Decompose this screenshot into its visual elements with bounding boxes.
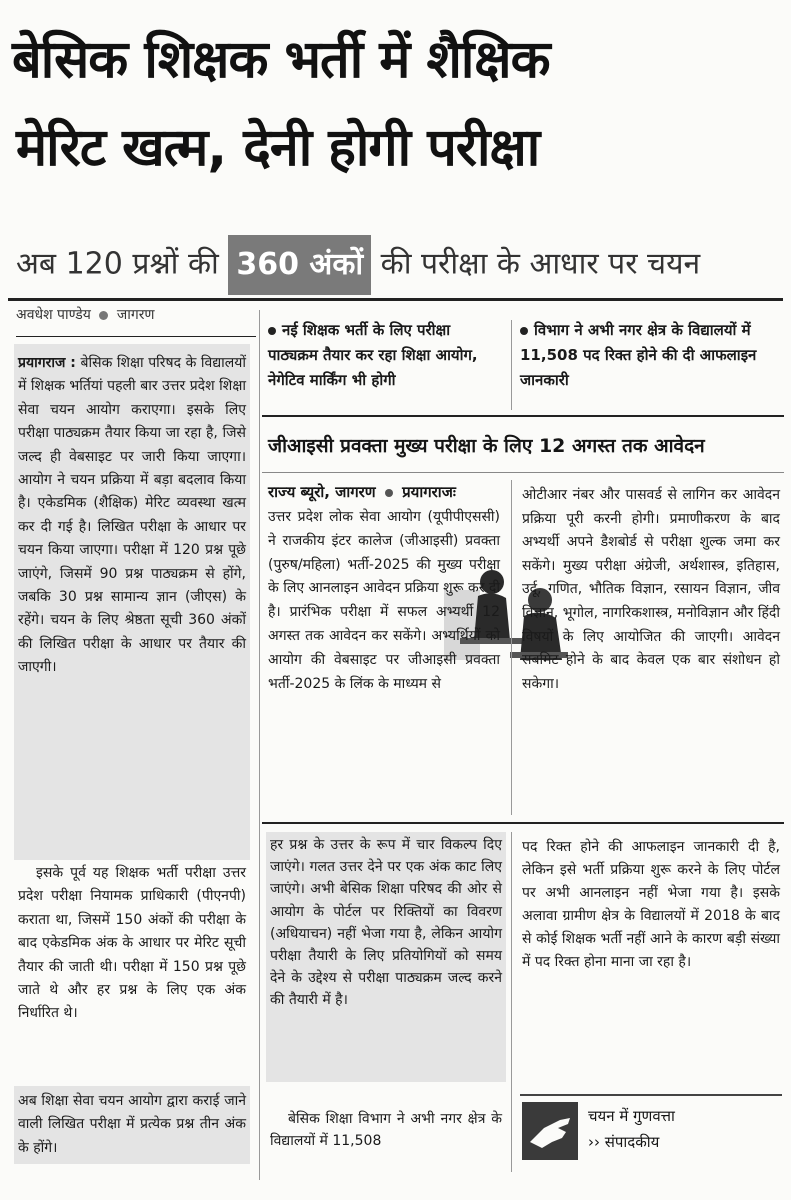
bullet-dot-icon [520,327,528,335]
main-article-para3: अब शिक्षा सेवा चयन आयोग द्वारा कराई जाने वाली लिखित परीक्षा में प्रत्येक प्रश्न तीन अंक के होंगे। [18,1093,246,1156]
gic-byline [268,482,513,502]
box-bottom-rule [262,822,784,824]
column-divider [259,310,260,1180]
gic-article-col1: उत्तर प्रदेश लोक सेवा आयोग (यूपीपीएससी) ने राजकीय इंटर कालेज (जीआइसी) प्रवक्ता (पुरुष/महिला) भर्ती-2025 की मुख्य परीक्षा के लिए आनलाइन आवेदन प्रक्रिया शुरू कर दी है। प्रारंभिक परीक्षा में सफल अभ्यर्थी 12 अगस्त तक आवेदन कर सकेंगे। अभ्यर्थियों को आयोग की वेबसाइट पर जीआइसी प्रवक्ता भर्ती-2025 के लिंक के माध्यम से [268,509,500,692]
gic-dateline: प्रयागराजः [402,483,456,501]
subheadline-before: अब 120 प्रश्नों की [16,246,219,282]
headline-line-1: बेसिक शिक्षक भर्ती में शैक्षिक [12,30,550,90]
divider-rule [262,472,784,473]
promo-link[interactable]: ›› संपादकीय [588,1133,660,1151]
byline-source: जागरण [116,307,155,323]
subheadline-after: की परीक्षा के आधार पर चयन [380,246,701,282]
column-divider [511,832,512,1172]
byline-rule [16,336,256,337]
promo-rule [520,1094,782,1096]
gic-article-col2: ओटीआर नंबर और पासवर्ड से लागिन कर आवेदन प्रक्रिया पूरी करनी होगी। प्रमाणीकरण के बाद अभ्यर्थी अपने डैशबोर्ड से परीक्षा शुल्क जमा कर सकेंगे। मुख्य परीक्षा अंग्रेजी, अर्थशास्त्र, इतिहास, उर्दू, गणित, भौतिक विज्ञान, रसायन विज्ञान, जीव विज्ञान, भूगोल, नागरिकशास्त्र, मनोविज्ञान और हिंदी विषयों के लिए आयोजित की जाएगी। आवेदन सबमिट होने के बाद केवल एक बार संशोधन हो सकेगा। [522,487,780,692]
promo-title: चयन में गुणवत्ता [588,1107,675,1125]
byline-author: अवधेश पाण्डेय [16,307,91,323]
bullet-item: नई शिक्षक भर्ती के लिए परीक्षा पाठ्यक्रम तैयार कर रहा शिक्षा आयोग, नेगेटिव मार्किंग भी होगी [268,321,478,389]
bullet-item: विभाग ने अभी नगर क्षेत्र के विद्यालयों में 11,508 पद रिक्त होने की दी आफलाइन जानकारी [520,321,757,389]
main-article-para2: इसके पूर्व यह शिक्षक भर्ती परीक्षा उत्तर प्रदेश परीक्षा नियामक प्राधिकारी (पीएनपी) कराता था, जिसमें 150 अंकों की परीक्षा के बाद एकेडमिक अंक के आधार पर मेरिट सूची तैयार की जाती थी। परीक्षा में 150 प्रश्न पूछे जाते थे और हर प्रश्न के लिए एक अंक निर्धारित थे। [18,865,246,1022]
promo-box[interactable] [522,1100,782,1164]
main-article-col2: हर प्रश्न के उत्तर के रूप में चार विकल्प दिए जाएंगे। गलत उत्तर देने पर एक अंक काट लिए जाएंगे। अभी बेसिक शिक्षा परिषद की ओर से आयोग के पोर्टल पर रिक्तियों का विवरण (अधियाचन) नहीं भेजा गया है, लेकिन आयोग परीक्षा तैयारी के लिए प्रतियोगियों को समय देने के उद्देश्य से परीक्षा पाठ्यक्रम जल्द करने की तैयारी में है। [270,837,502,1009]
gic-headline: जीआइसी प्रवक्ता मुख्य परीक्षा के लिए 12 अगस्त तक आवेदन [268,435,705,457]
bullet-dot-icon [385,489,393,497]
pointing-hand-icon [522,1102,578,1160]
column-divider [511,480,512,815]
main-article-col3: पद रिक्त होने की आफलाइन जानकारी दी है, लेकिन इसे भर्ती प्रक्रिया शुरू करने के लिए पोर्टल पर अभी आनलाइन नहीं भेजा गया है। इसके अलावा ग्रामीण क्षेत्र के विद्यालयों में 2018 के बाद से कोई शिक्षक भर्ती नहीं आने के कारण बड़ी संख्या में पद रिक्त होना माना जा रहा है। [522,839,780,970]
dateline: प्रयागराज : [18,355,76,371]
main-article-col2-para2: बेसिक शिक्षा विभाग ने अभी नगर क्षेत्र के विद्यालयों में 11,508 [270,1111,502,1150]
subheadline-highlight: 360 अंकों [228,235,371,295]
bullet-dot-icon [99,311,108,320]
headline-line-2: मेरिट खत्म, देनी होगी परीक्षा [16,118,540,178]
box-top-rule [262,415,784,417]
main-article-para1: बेसिक शिक्षा परिषद के विद्यालयों में शिक्षक भर्तियां पहली बार उत्तर प्रदेश शिक्षा सेवा चयन आयोग कराएगा। इसके लिए परीक्षा पाठ्यक्रम तैयार किया जा रहा है, जिसे जल्द ही वेबसाइट पर जारी किया जाएगा। आयोग ने चयन प्रक्रिया में बड़ा बदलाव किया है। एकेडमिक (शैक्षिक) मेरिट व्यवस्था खत्म कर दी गई है। लिखित परीक्षा के आधार पर चयन किया जाएगा। परीक्षा में 120 प्रश्न पूछे जाएंगे, जिसमें 90 प्रश्न पाठ्यक्रम से होंगे, जबकि 30 प्रश्न सामान्य ज्ञान (जीएस) के रहेंगे। चयन के लिए श्रेष्ठता सूची 360 अंकों की लिखित परीक्षा के आधार पर तैयार की जाएगी। [18,355,247,676]
gic-byline-source: राज्य ब्यूरो, जागरण [268,483,376,501]
byline [16,305,155,324]
subheadline [16,232,781,296]
divider-rule [8,298,783,301]
bullet-dot-icon [268,327,276,335]
column-divider [511,320,512,410]
main-article-col1 [18,352,246,680]
